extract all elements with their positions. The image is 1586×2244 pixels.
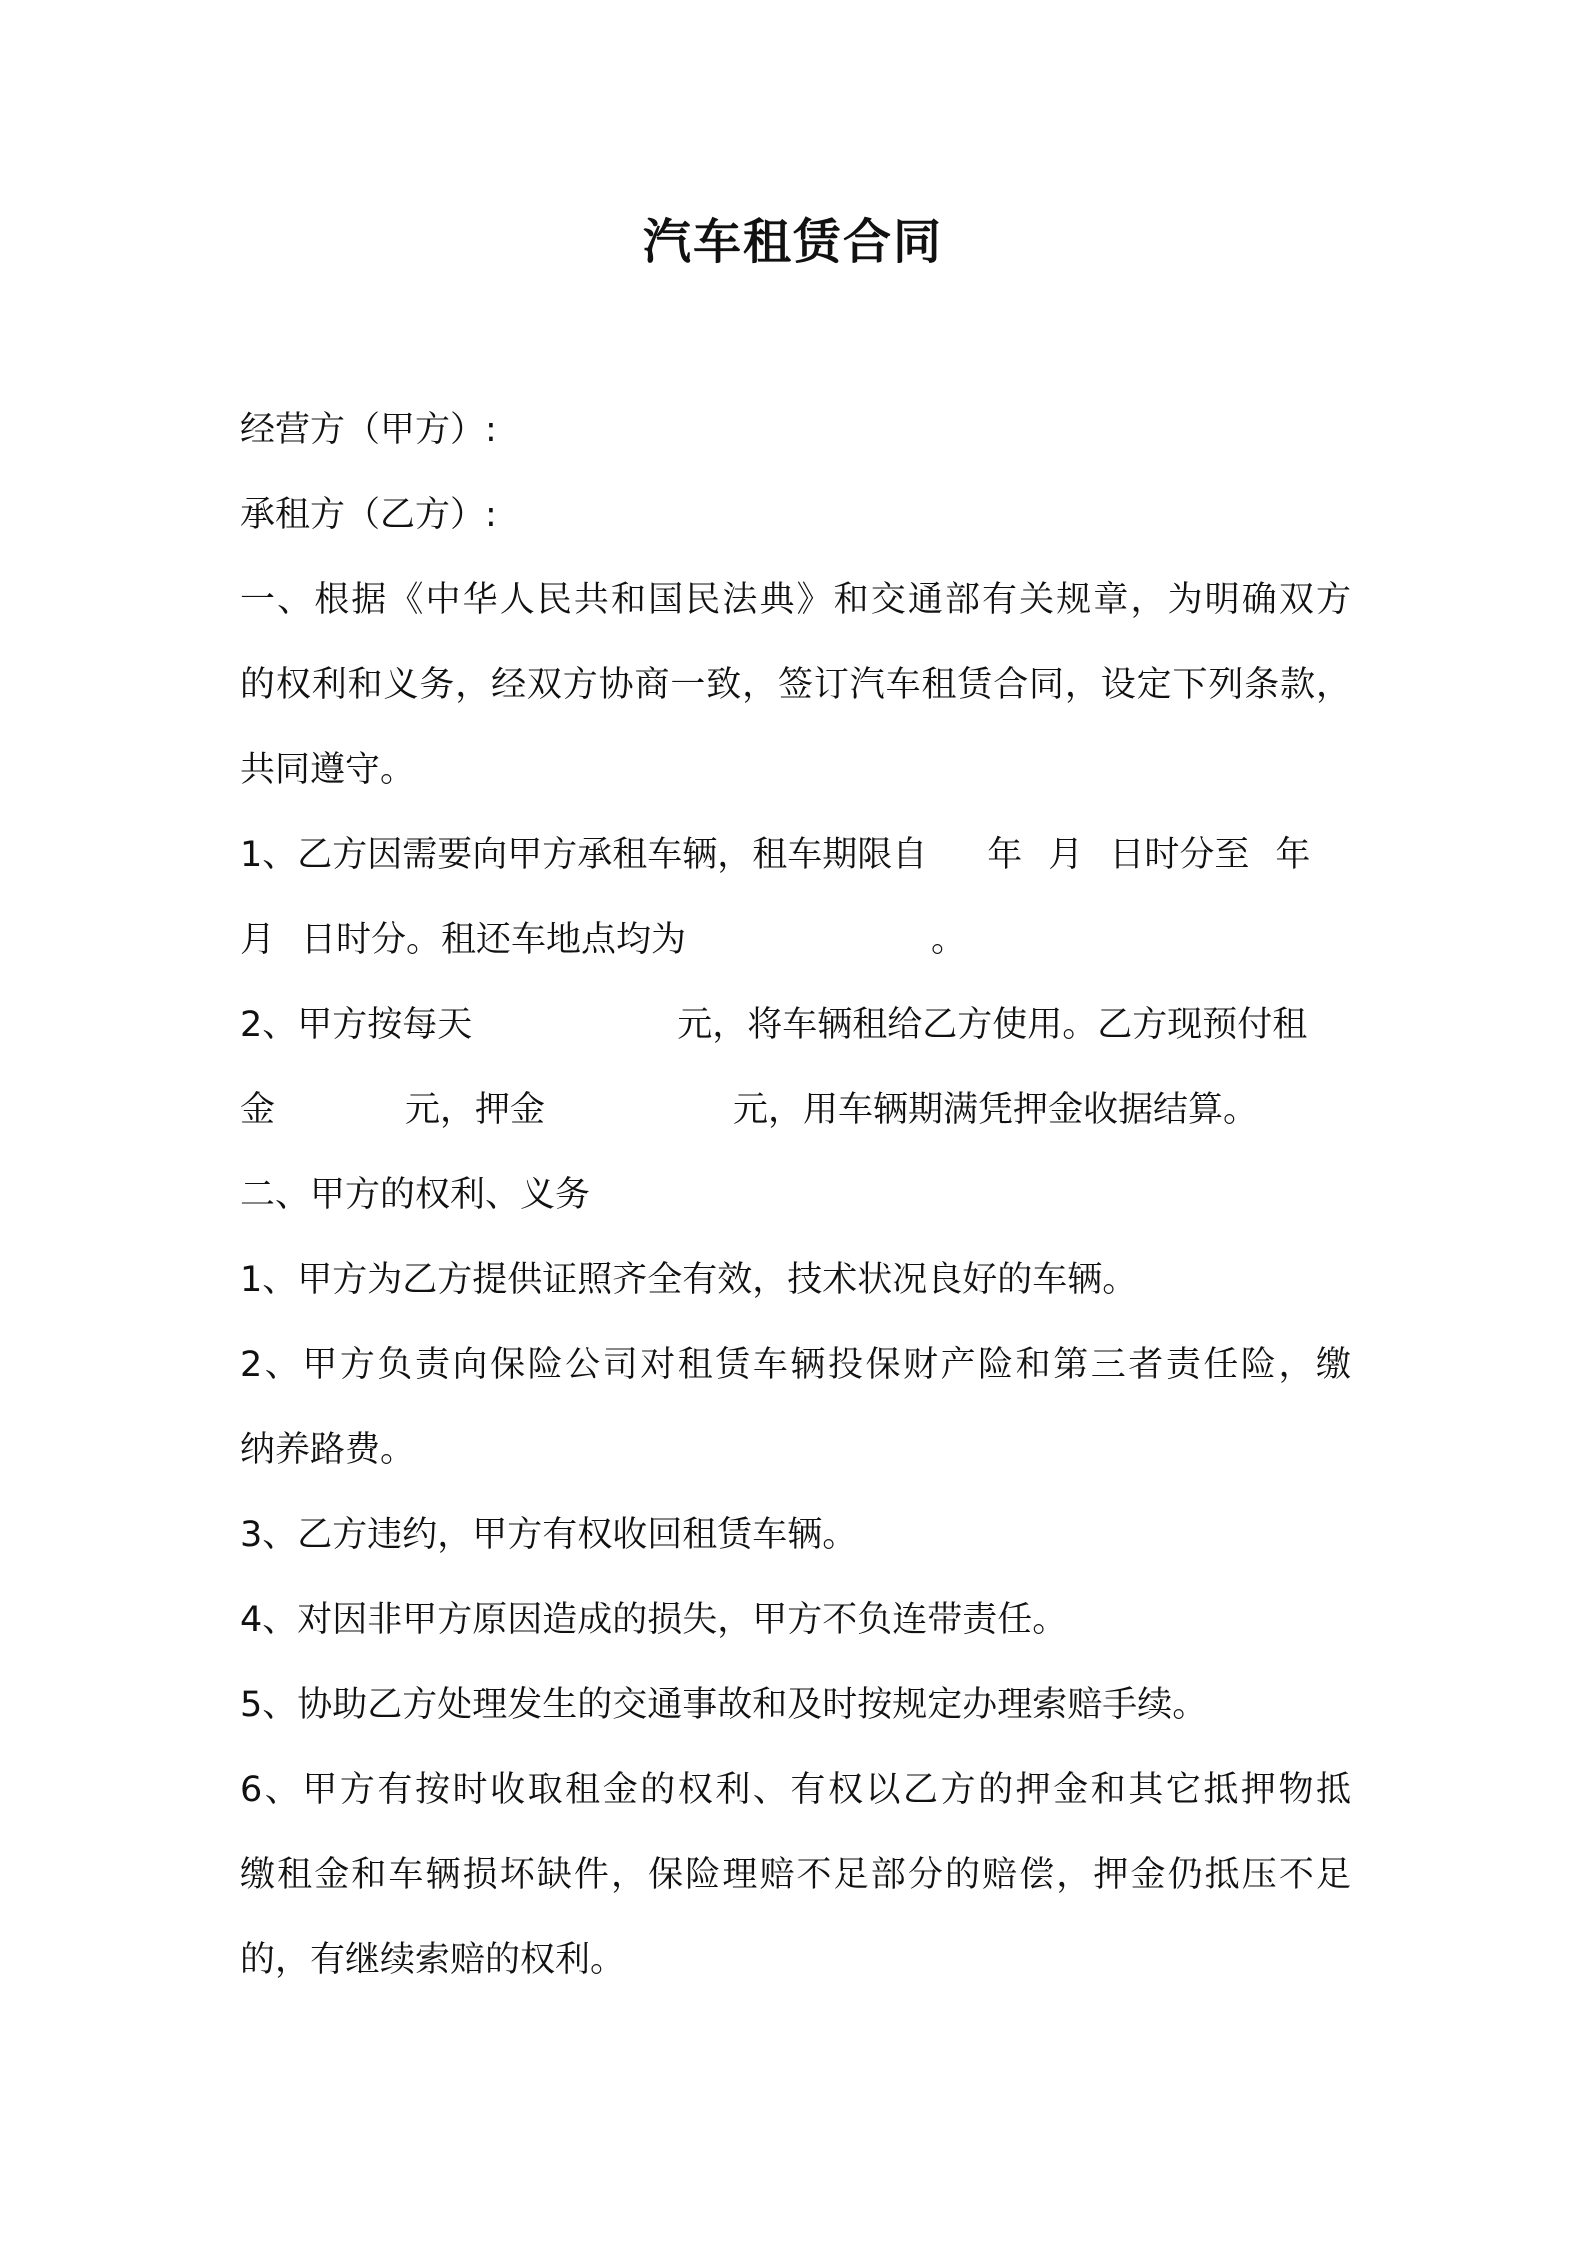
party-a-line: 经营方（甲方）: <box>240 410 497 450</box>
clause-2-deposit-label: 元，押金 <box>405 1090 546 1130</box>
clause-2-line-2 <box>240 1085 1258 1135</box>
clause-1-line-2 <box>240 915 966 965</box>
party-a-duty-3: 3、乙方违约，甲方有权收回租赁车辆。 <box>240 1515 858 1555</box>
clause-1-line-1 <box>240 830 1310 880</box>
section-1-line-2: 的权利和义务，经双方协商一致，签订汽车租赁合同，设定下列条款， <box>240 665 1351 705</box>
clause-2-daily-rate-text: 2、甲方按每天 <box>240 1005 473 1045</box>
clause-2-rent-label: 金 <box>240 1090 276 1130</box>
party-a-duty-6-line-3: 的，有继续索赔的权利。 <box>240 1940 626 1980</box>
clause-1-period: 。 <box>931 920 967 960</box>
section-1-line-3: 共同遵守。 <box>240 750 416 790</box>
party-a-duty-6-line-1: 6、甲方有按时收取租金的权利、有权以乙方的押金和其它抵押物抵 <box>240 1770 1351 1810</box>
clause-1-end-month-label: 月 <box>240 920 276 960</box>
party-a-duty-6-line-2: 缴租金和车辆损坏缺件，保险理赔不足部分的赔偿，押金仍抵压不足 <box>240 1855 1351 1895</box>
party-a-duty-1: 1、甲方为乙方提供证照齐全有效，技术状况良好的车辆。 <box>240 1260 1138 1300</box>
party-a-duty-4: 4、对因非甲方原因造成的损失，甲方不负连带责任。 <box>240 1600 1068 1640</box>
clause-2-line-1 <box>240 1000 1307 1050</box>
section-2-heading: 二、甲方的权利、义务 <box>240 1175 591 1215</box>
clause-1-location-text: 日时分。租还车地点均为 <box>301 920 687 960</box>
party-a-duty-2-line-1: 2、甲方负责向保险公司对租赁车辆投保财产险和第三者责任险，缴 <box>240 1345 1351 1385</box>
clause-1-end-year-label: 年 <box>1275 835 1311 875</box>
clause-2-prepay-text: 元，将车辆租给乙方使用。乙方现预付租 <box>677 1005 1308 1045</box>
party-a-duty-5: 5、协助乙方处理发生的交通事故和及时按规定办理索赔手续。 <box>240 1685 1208 1725</box>
clause-1-rental-period-text: 1、乙方因需要向甲方承租车辆，租车期限自 <box>240 835 928 875</box>
clause-2-settlement-text: 元，用车辆期满凭押金收据结算。 <box>733 1090 1259 1130</box>
document-title: 汽车租赁合同 <box>642 214 943 270</box>
party-b-line: 承租方（乙方）: <box>240 495 497 535</box>
section-1-line-1: 一、根据《中华人民共和国民法典》和交通部有关规章，为明确双方 <box>240 580 1351 620</box>
clause-1-year-label: 年 <box>987 835 1023 875</box>
party-a-duty-2-line-2: 纳养路费。 <box>240 1430 416 1470</box>
clause-1-day-label: 日时分至 <box>1109 835 1250 875</box>
clause-1-month-label: 月 <box>1048 835 1084 875</box>
